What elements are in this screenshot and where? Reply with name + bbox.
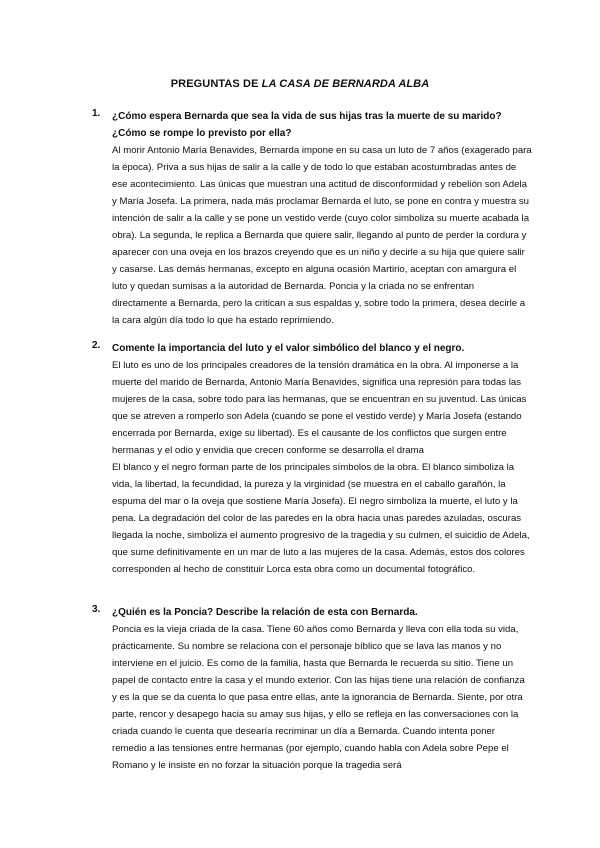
answer-body (112, 357, 532, 578)
answer-body (112, 621, 532, 774)
answer-paragraph: El blanco y el negro forman parte de los principales símbolos de la obra. El blanco simboliza la vida, la libertad, la fecundidad, la pureza y la virginidad (se muestra en el caballo garañón, la espuma del mar o la oveja que sostiene María Josefa). El negro simboliza la muerte, el luto y la pena. La degradación del color de las paredes en la obra hacia unas paredes azuladas, oscuras llegada la noche, simboliza el aumento progresivo de la tragedia y su culmen, el suicidio de Adela, que sume definitivamente en un mar de luto a las mujeres de la casa. Además, estos dos colores corresponden al hecho de constituir Lorca esta obra como un documental fotográfico. (112, 462, 530, 575)
question-number: 2. (92, 340, 101, 351)
question-2 (92, 340, 532, 578)
answer-paragraph: Poncia es la vieja criada de la casa. Tiene 60 años como Bernarda y lleva con ella toda su vida, prácticamente. Su nombre se relaciona con el personaje bíblico que se lava las manos y no interviene en el juicio. Es como de la familia, hasta que Bernarda le recuerda su sitio. Tiene un papel de contacto entre la casa y el mundo exterior. Con las hijas tiene una relación de confianza y es la que se da cuenta lo que pasa entre ellas, ante la ignorancia de Bernarda. Siente, por otra parte, rencor y desapego hacia su amay sus hijas, y ello se refleja en las conversaciones con la criada cuando le cuenta que desearía recriminar un día a Bernarda. Cuando intenta poner remedio a las tensiones entre hermanas (por ejemplo, cuando habla con Adela sobre Pepe el Romano y le insiste en no forzar la situación porque la tragedia será (112, 624, 525, 771)
question-number: 1. (92, 108, 101, 119)
title-prefix: PREGUNTAS DE (170, 78, 262, 90)
question-heading: ¿Quién es la Poncia? Describe la relación de esta con Bernarda. (112, 607, 418, 618)
question-heading: Comente la importancia del luto y el valor simbólico del blanco y el negro. (112, 343, 465, 354)
title-italic: LA CASA DE BERNARDA ALBA (261, 78, 430, 90)
answer-paragraph: Al morir Antonio María Benavides, Bernarda impone en su casa un luto de 7 años (exagerado para la época). Priva a sus hijas de salir a la calle y de todo lo que estaban acostumbradas antes de ese acontecimiento. Las únicas que muestran una actitud de disconformidad y rebelión son Adela y María Josefa. La primera, nada más proclamar Bernarda el luto, se pone en contra y muestra su intención de salir a la calle y se pone un vestido verde (cuyo color simboliza su muerte acabada la obra). La segunda, le replica a Bernarda que quiere salir, llegando al punto de perder la cordura y aparecer con una oveja en los brazos creyendo que es un niño y decirle a su hija que quiere salir y casarse. Las demás hermanas, excepto en alguna ocasión Martirio, aceptan con amargura el luto y quedan sumisas a la autoridad de Bernarda. Poncia y la criada no se enfrentan directamente a Bernarda, pero la critican a sus espaldas y, sobre todo la primera, desea decirle a la cara algún día todo lo que ha estado reprimiendo. (112, 145, 532, 326)
question-number: 3. (92, 604, 101, 615)
document-title (0, 78, 600, 90)
question-heading: ¿Cómo espera Bernarda que sea la vida de sus hijas tras la muerte de su marido? ¿Cómo se rompe lo previsto por ella? (112, 111, 502, 139)
question-1 (92, 108, 532, 329)
question-3 (92, 604, 532, 774)
answer-body (112, 142, 532, 329)
answer-paragraph: El luto es uno de los principales creadores de la tensión dramática en la obra. Al imponerse a la muerte del marido de Bernarda, Antonio María Benavides, significa una represión para todas las mujeres de la casa, sobre todo para las hermanas, que se encuentran en su juventud. Las únicas que se atreven a romperlo son Adela (cuando se pone el vestido verde) y María Josefa (estando encerrada por Bernarda, exige su libertad). Es el causante de los conflictos que surgen entre hermanas y el odio y envidia que crecen conforme se desarrolla el drama (112, 360, 527, 456)
